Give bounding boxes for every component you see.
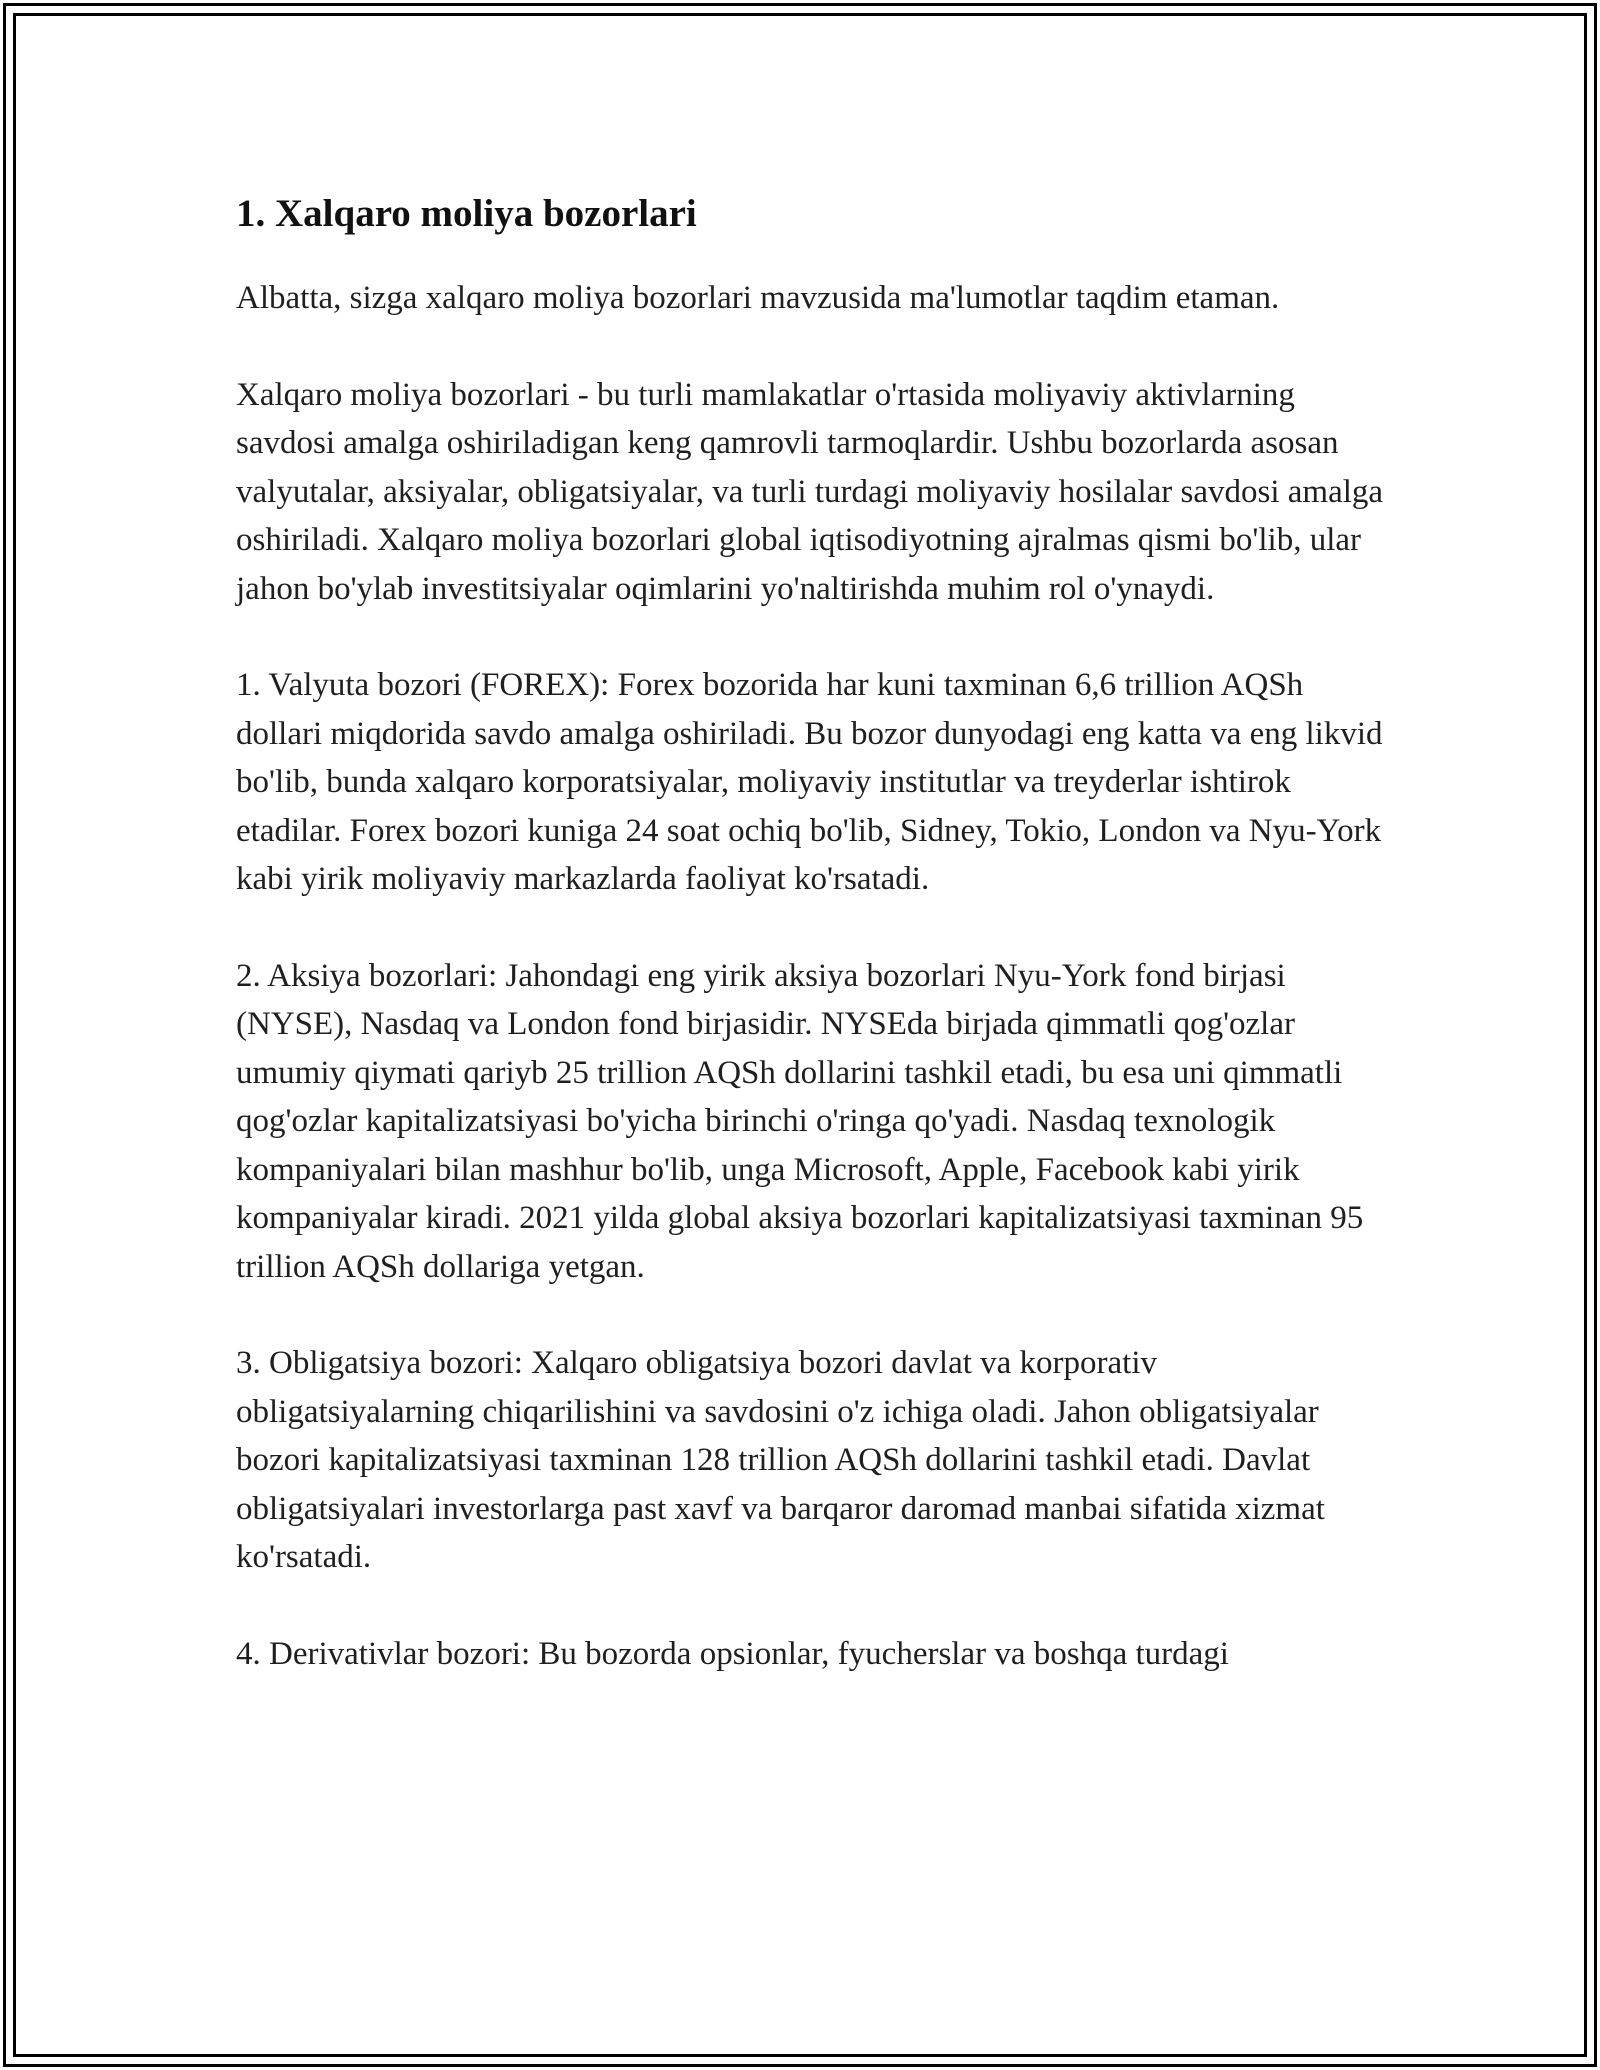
paragraph-stock-markets: 2. Aksiya bozorlari: Jahondagi eng yirik aksiya bozorlari Nyu-York fond birjasi (NYSE), Nasdaq va London fond birjasidir. NYSEda birjada qimmatli qog'ozlar umumiy qiymati qariyb 25 trillion AQSh dollarini tashkil etadi, bu esa uni qimmatli qog'ozlar kapitalizatsiyasi bo'yicha birinchi o'ringa qo'yadi. Nasdaq texnologik kompaniyalari bilan mashhur bo'lib, unga Microsoft, Apple, Facebook kabi yirik kompaniyalar kiradi. 2021 yilda global aksiya bozorlari kapitalizatsiyasi taxminan 95 trillion AQSh dollariga yetgan. (236, 957, 1364, 1285)
paragraph-derivatives: 4. Derivativlar bozori: Bu bozorda opsionlar, fyucherslar va boshqa turdagi (236, 1635, 1229, 1672)
paragraph-intro: Albatta, sizga xalqaro moliya bozorlari mavzusida ma'lumotlar taqdim etaman. (236, 280, 1280, 316)
document-body (236, 186, 1384, 1678)
paragraph-overview: Xalqaro moliya bozorlari - bu turli mamlakatlar o'rtasida moliyaviy aktivlarning savdosi amalga oshiriladigan keng qamrovli tarmoqlardir. Ushbu bozorlarda asosan valyutalar, aksiyalar, obligatsiyalar, va turli turdagi moliyaviy hosilalar savdosi amalga oshiriladi. Xalqaro moliya bozorlari global iqtisodiyotning ajralmas qismi bo'lib, ular jahon bo'ylab investitsiyalar oqimlarini yo'naltirishda muhim rol o'ynaydi. (236, 376, 1384, 607)
paragraph-forex: 1. Valyuta bozori (FOREX): Forex bozorida har kuni taxminan 6,6 trillion AQSh dollari miqdorida savdo amalga oshiriladi. Bu bozor dunyodagi eng katta va eng likvid bo'lib, bunda xalqaro korporatsiyalar, moliyaviy institutlar va treyderlar ishtirok etadilar. Forex bozori kuniga 24 soat ochiq bo'lib, Sidney, Tokio, London va Nyu-York kabi yirik moliyaviy markazlarda faoliyat ko'rsatadi. (236, 667, 1383, 897)
document-title: 1. Xalqaro moliya bozorlari (236, 192, 697, 235)
paragraph-bond-market: 3. Obligatsiya bozori: Xalqaro obligatsiya bozori davlat va korporativ obligatsiyalarning chiqarilishini va savdosini o'z ichiga oladi. Jahon obligatsiyalar bozori kapitalizatsiyasi taxminan 128 trillion AQSh dollarini tashkil etadi. Davlat obligatsiyalari investorlarga past xavf va barqaror daromad manbai sifatida xizmat ko'rsatadi. (236, 1345, 1325, 1575)
